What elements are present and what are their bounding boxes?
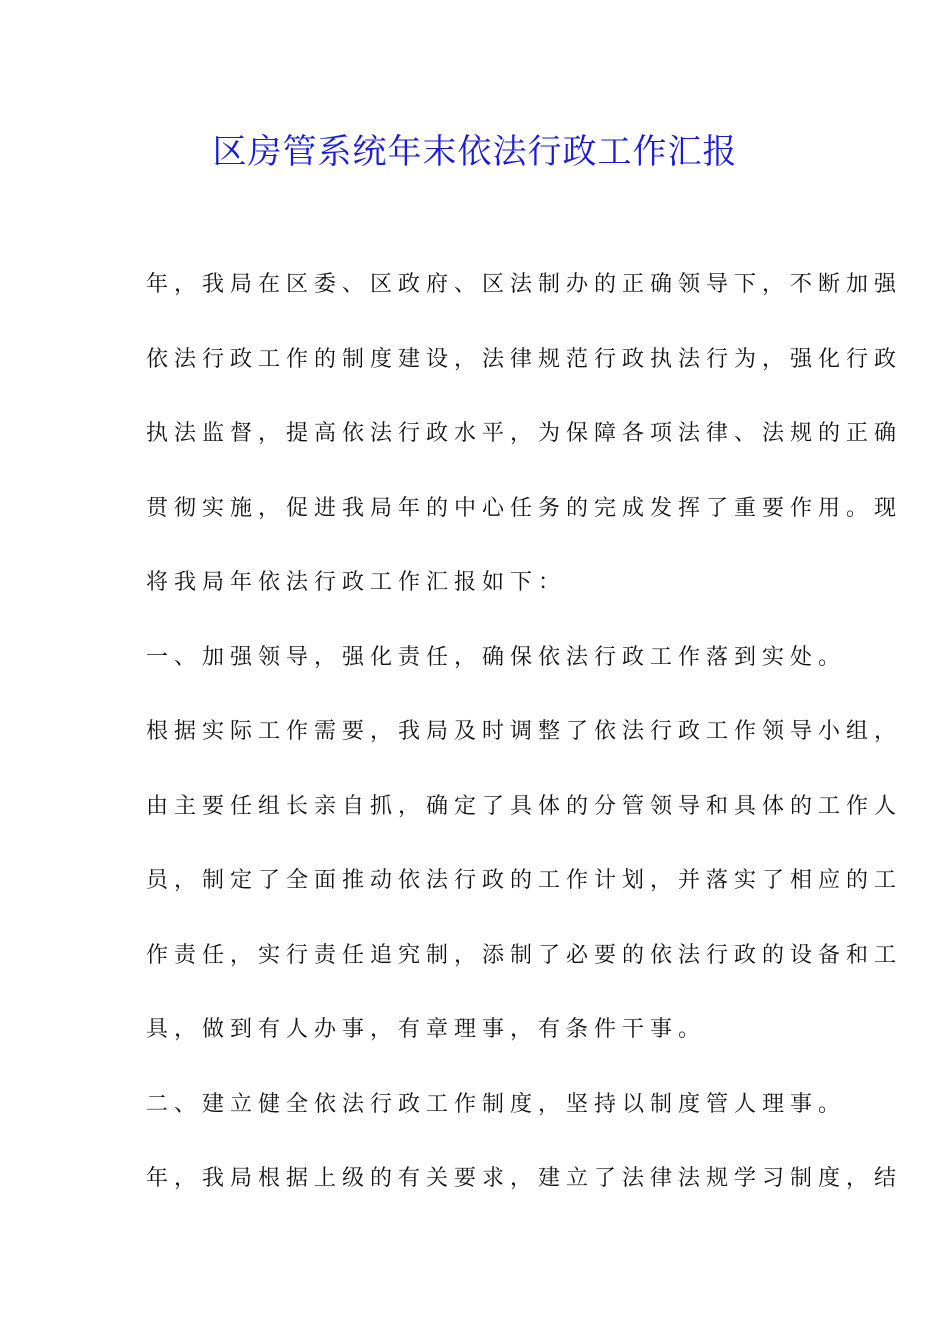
- body-line: 由主要任组长亲自抓，确定了具体的分管领导和具体的工作人: [146, 793, 903, 819]
- body-line: 年，我局根据上级的有关要求，建立了法律法规学习制度，结: [146, 1166, 903, 1191]
- document-title: 区房管系统年末依法行政工作汇报: [212, 132, 738, 172]
- body-line: 员，制定了全面推动依法行政的工作计划，并落实了相应的工: [146, 868, 903, 893]
- body-line: 贯彻实施，促进我局年的中心任务的完成发挥了重要作用。现: [146, 495, 903, 521]
- body-line: 具，做到有人办事，有章理事，有条件干事。: [146, 1017, 707, 1042]
- body-line: 作责任，实行责任追究制，添制了必要的依法行政的设备和工: [146, 942, 903, 968]
- body-line: 将我局年依法行政工作汇报如下：: [146, 570, 567, 595]
- section-heading: 二、建立健全依法行政工作制度，坚持以制度管人理事。: [146, 1091, 847, 1117]
- body-line: 年，我局在区委、区政府、区法制办的正确领导下，不断加强: [146, 272, 903, 297]
- document-body: [146, 258, 903, 1227]
- body-line: 执法监督，提高依法行政水平，为保障各项法律、法规的正确: [146, 421, 903, 446]
- section-heading: 一、加强领导，强化责任，确保依法行政工作落到实处。: [146, 644, 847, 670]
- body-line: 依法行政工作的制度建设，法律规范行政执法行为，强化行政: [146, 346, 903, 372]
- body-line: 根据实际工作需要，我局及时调整了依法行政工作领导小组，: [146, 719, 903, 744]
